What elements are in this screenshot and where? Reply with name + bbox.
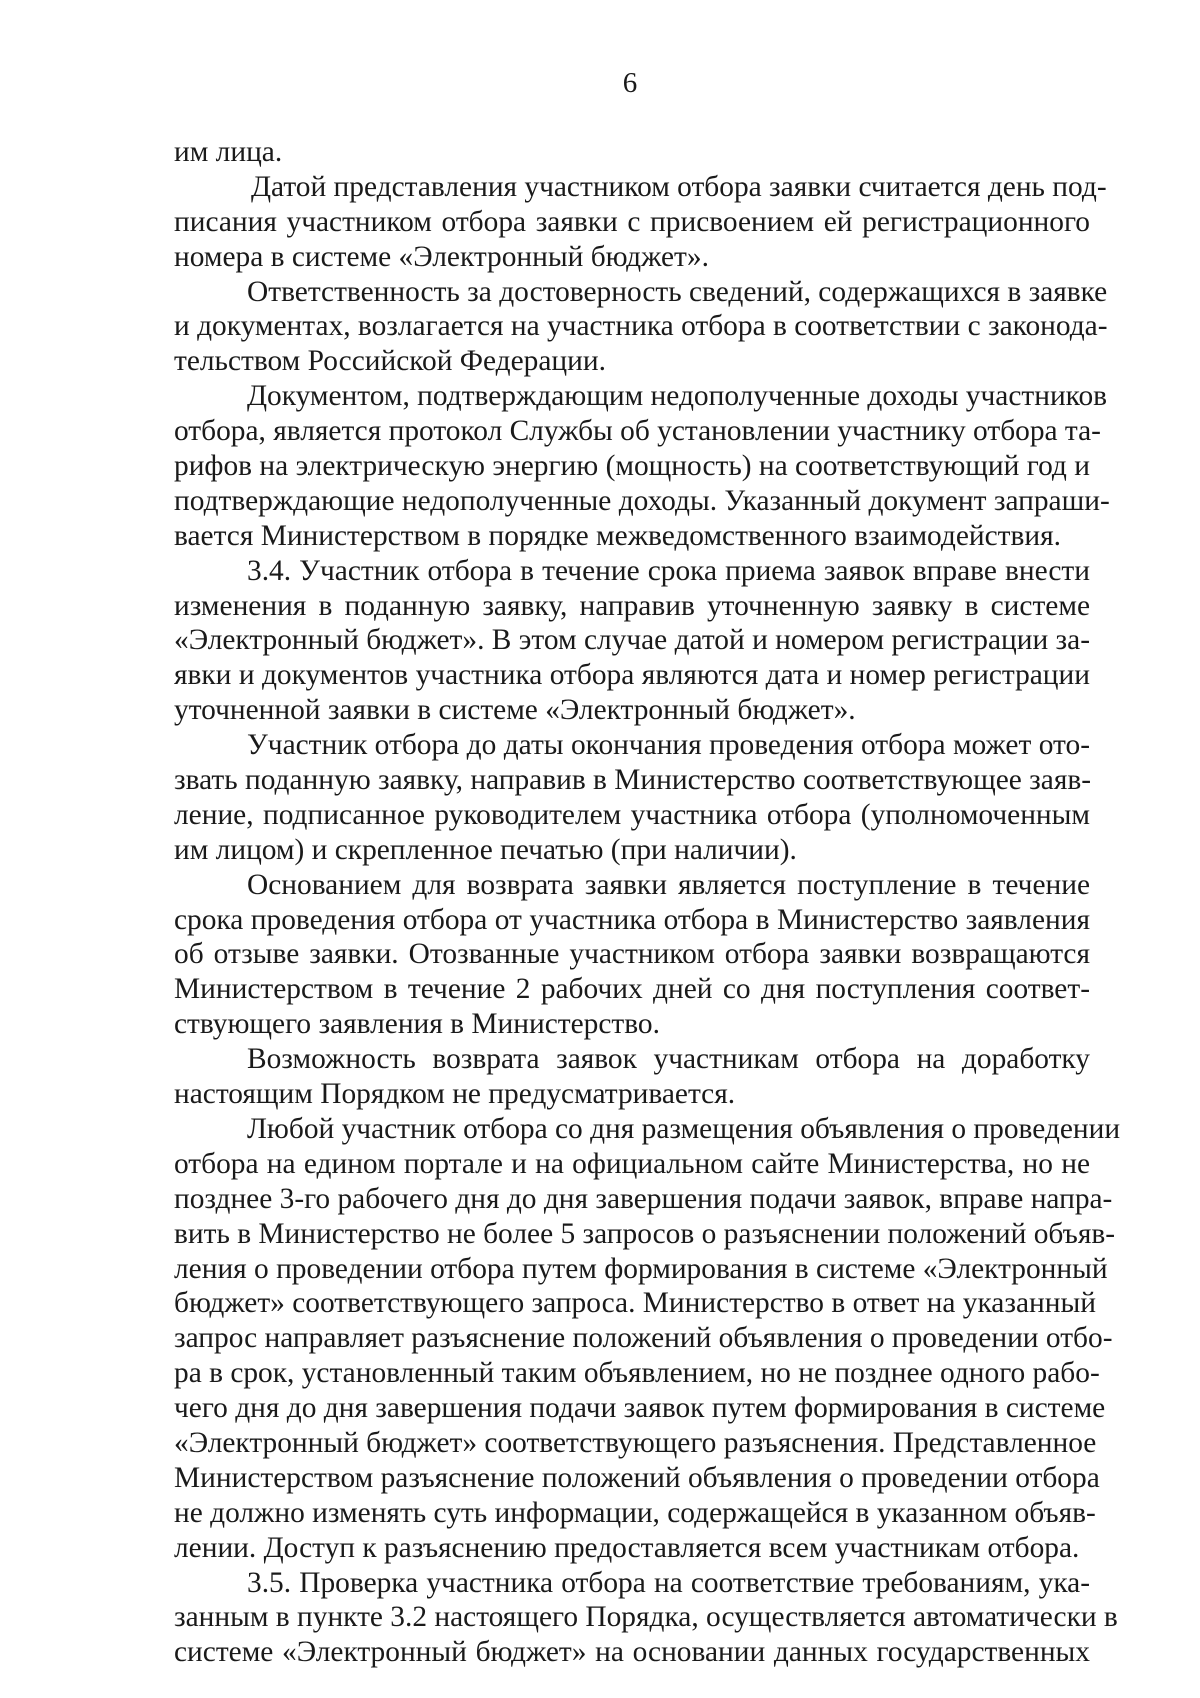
text-line: запрос направляет разъяснение положений объявления о проведении отбо- [174, 1322, 1113, 1355]
document-body [174, 135, 1121, 1670]
text-line: ствующего заявления в Министерство. [174, 1008, 660, 1041]
paragraph [174, 868, 1090, 1042]
text-line: Основанием для возврата заявки является поступление в течение [247, 868, 1090, 901]
paragraph [174, 1566, 1118, 1671]
paragraph [174, 275, 1108, 380]
text-line: изменения в поданную заявку, направив уточненную заявку в системе [174, 589, 1090, 622]
text-line: Возможность возврата заявок участникам отбора на доработку [247, 1043, 1090, 1076]
text-line: отбора, является протокол Службы об установлении участнику отбора та- [174, 415, 1101, 448]
text-line: вить в Министерство не более 5 запросов о разъяснении положений объяв- [174, 1217, 1116, 1250]
paragraph [174, 135, 1090, 170]
text-line: занным в пункте 3.2 настоящего Порядка, осуществляется автоматически в [174, 1601, 1118, 1634]
text-line: Министерством разъяснение положений объявления о проведении отбора [174, 1461, 1100, 1494]
text-line: «Электронный бюджет». В этом случае датой и номером регистрации за- [174, 624, 1090, 657]
text-line: явки и документов участника отбора являются дата и номер регистрации [174, 659, 1090, 692]
text-line: Ответственность за достоверность сведений, содержащихся в заявке [247, 275, 1108, 308]
text-line: отбора на едином портале и на официальном сайте Министерства, но не [174, 1147, 1090, 1180]
text-line: вается Министерством в порядке межведомственного взаимодействия. [174, 519, 1061, 552]
text-line: писания участником отбора заявки с присвоением ей регистрационного [174, 205, 1090, 238]
paragraph [174, 1042, 1090, 1112]
text-line: им лица. [174, 136, 283, 168]
text-line: бюджет» соответствующего запроса. Министерство в ответ на указанный [174, 1287, 1096, 1320]
paragraph [174, 170, 1107, 275]
text-line: Документом, подтверждающим недополученные доходы участников [247, 380, 1108, 413]
text-line: рифов на электрическую энергию (мощность) на соответствующий год и [174, 450, 1090, 483]
paragraph [174, 1112, 1121, 1566]
text-line: об отзыве заявки. Отозванные участником отбора заявки возвращаются [174, 938, 1090, 971]
text-line: 3.4. Участник отбора в течение срока приема заявок вправе внести [247, 554, 1090, 587]
text-line: уточненной заявки в системе «Электронный бюджет». [174, 694, 856, 727]
paragraph [174, 379, 1110, 553]
text-line: Датой представления участником отбора заявки считается день под- [251, 170, 1107, 203]
text-line: ление, подписанное руководителем участника отбора (уполномоченным [174, 798, 1090, 831]
text-line: позднее 3-го рабочего дня до дня завершения подачи заявок, вправе напра- [174, 1182, 1113, 1215]
text-line: Министерством в течение 2 рабочих дней со дня поступления соответ- [174, 973, 1090, 1006]
paragraph [174, 554, 1090, 728]
text-line: Участник отбора до даты окончания проведения отбора может ото- [247, 729, 1090, 762]
text-line: «Электронный бюджет» соответствующего разъяснения. Представленное [174, 1426, 1097, 1459]
text-line: системе «Электронный бюджет» на основании данных государственных [174, 1636, 1090, 1669]
text-line: срока проведения отбора от участника отбора в Министерство заявления [174, 903, 1090, 936]
page-number: 6 [622, 67, 638, 99]
text-line: не должно изменять суть информации, содержащейся в указанном объяв- [174, 1496, 1096, 1529]
text-line: и документах, возлагается на участника отбора в соответствии с законода- [174, 310, 1108, 343]
text-line: номера в системе «Электронный бюджет». [174, 240, 709, 273]
text-line: звать поданную заявку, направив в Министерство соответствующее заяв- [174, 764, 1092, 797]
text-line: чего дня до дня завершения подачи заявок путем формирования в системе [174, 1392, 1106, 1425]
text-line: им лицом) и скрепленное печатью (при наличии). [174, 833, 797, 866]
text-line: подтверждающие недополученные доходы. Указанный документ запраши- [174, 484, 1110, 517]
text-line: ра в срок, установленный таким объявлением, но не позднее одного рабо- [174, 1357, 1100, 1390]
text-line: 3.5. Проверка участника отбора на соответствие требованиям, ука- [247, 1566, 1090, 1599]
paragraph [174, 728, 1090, 868]
text-line: тельством Российской Федерации. [174, 345, 606, 378]
text-line: ления о проведении отбора путем формирования в системе «Электронный [174, 1252, 1108, 1285]
text-line: лении. Доступ к разъяснению предоставляется всем участникам отбора. [174, 1531, 1080, 1564]
text-line: настоящим Порядком не предусматривается. [174, 1078, 736, 1111]
text-line: Любой участник отбора со дня размещения объявления о проведении [247, 1112, 1121, 1145]
